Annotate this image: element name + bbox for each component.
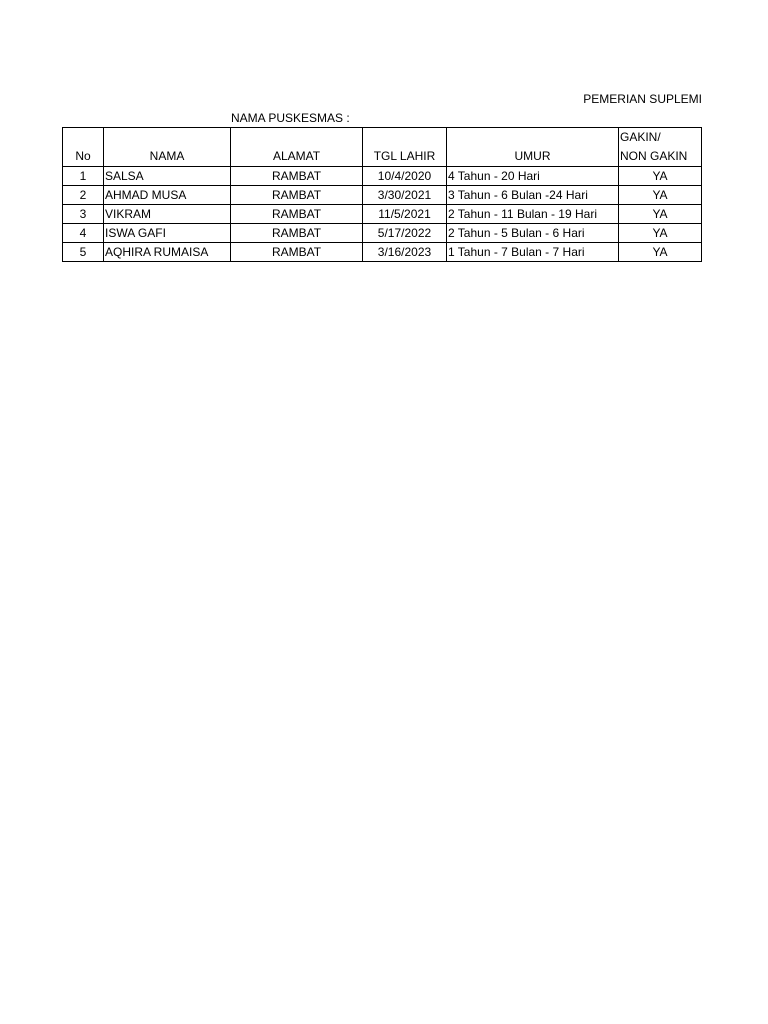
cell-alamat: RAMBAT	[231, 243, 363, 262]
cell-gakin: YA	[619, 167, 702, 186]
cell-no: 3	[63, 205, 104, 224]
cell-gakin: YA	[619, 205, 702, 224]
cell-tgl-lahir: 11/5/2021	[363, 205, 447, 224]
cell-umur: 2 Tahun - 5 Bulan - 6 Hari	[447, 224, 619, 243]
cell-tgl-lahir: 3/30/2021	[363, 186, 447, 205]
header-no: No	[63, 128, 104, 167]
header-umur: UMUR	[447, 128, 619, 167]
cell-umur: 3 Tahun - 6 Bulan -24 Hari	[447, 186, 619, 205]
cell-gakin: YA	[619, 186, 702, 205]
table-row	[63, 243, 702, 262]
table-header-row	[63, 128, 702, 167]
cell-tgl-lahir: 10/4/2020	[363, 167, 447, 186]
cell-umur: 4 Tahun - 20 Hari	[447, 167, 619, 186]
cell-nama: ISWA GAFI	[104, 224, 231, 243]
cell-tgl-lahir: 5/17/2022	[363, 224, 447, 243]
header-gakin	[619, 128, 702, 167]
cell-alamat: RAMBAT	[231, 186, 363, 205]
data-table	[62, 127, 702, 262]
puskesmas-label: NAMA PUSKESMAS :	[231, 111, 350, 125]
table-row	[63, 167, 702, 186]
cell-nama: AHMAD MUSA	[104, 186, 231, 205]
cell-alamat: RAMBAT	[231, 224, 363, 243]
header-tgl-lahir: TGL LAHIR	[363, 128, 447, 167]
cell-no: 1	[63, 167, 104, 186]
cell-umur: 2 Tahun - 11 Bulan - 19 Hari	[447, 205, 619, 224]
header-gakin-line1: GAKIN/	[620, 130, 661, 144]
header-nama: NAMA	[104, 128, 231, 167]
table-row	[63, 224, 702, 243]
header-gakin-line2: NON GAKIN	[620, 149, 688, 163]
cell-alamat: RAMBAT	[231, 205, 363, 224]
document-title: PEMERIAN SUPLEMI	[583, 92, 702, 106]
header-alamat: ALAMAT	[231, 128, 363, 167]
cell-no: 4	[63, 224, 104, 243]
cell-tgl-lahir: 3/16/2023	[363, 243, 447, 262]
cell-gakin: YA	[619, 243, 702, 262]
cell-nama: AQHIRA RUMAISA	[104, 243, 231, 262]
cell-nama: SALSA	[104, 167, 231, 186]
cell-nama: VIKRAM	[104, 205, 231, 224]
cell-no: 5	[63, 243, 104, 262]
table-row	[63, 186, 702, 205]
cell-no: 2	[63, 186, 104, 205]
table-row	[63, 205, 702, 224]
cell-alamat: RAMBAT	[231, 167, 363, 186]
cell-umur: 1 Tahun - 7 Bulan - 7 Hari	[447, 243, 619, 262]
cell-gakin: YA	[619, 224, 702, 243]
